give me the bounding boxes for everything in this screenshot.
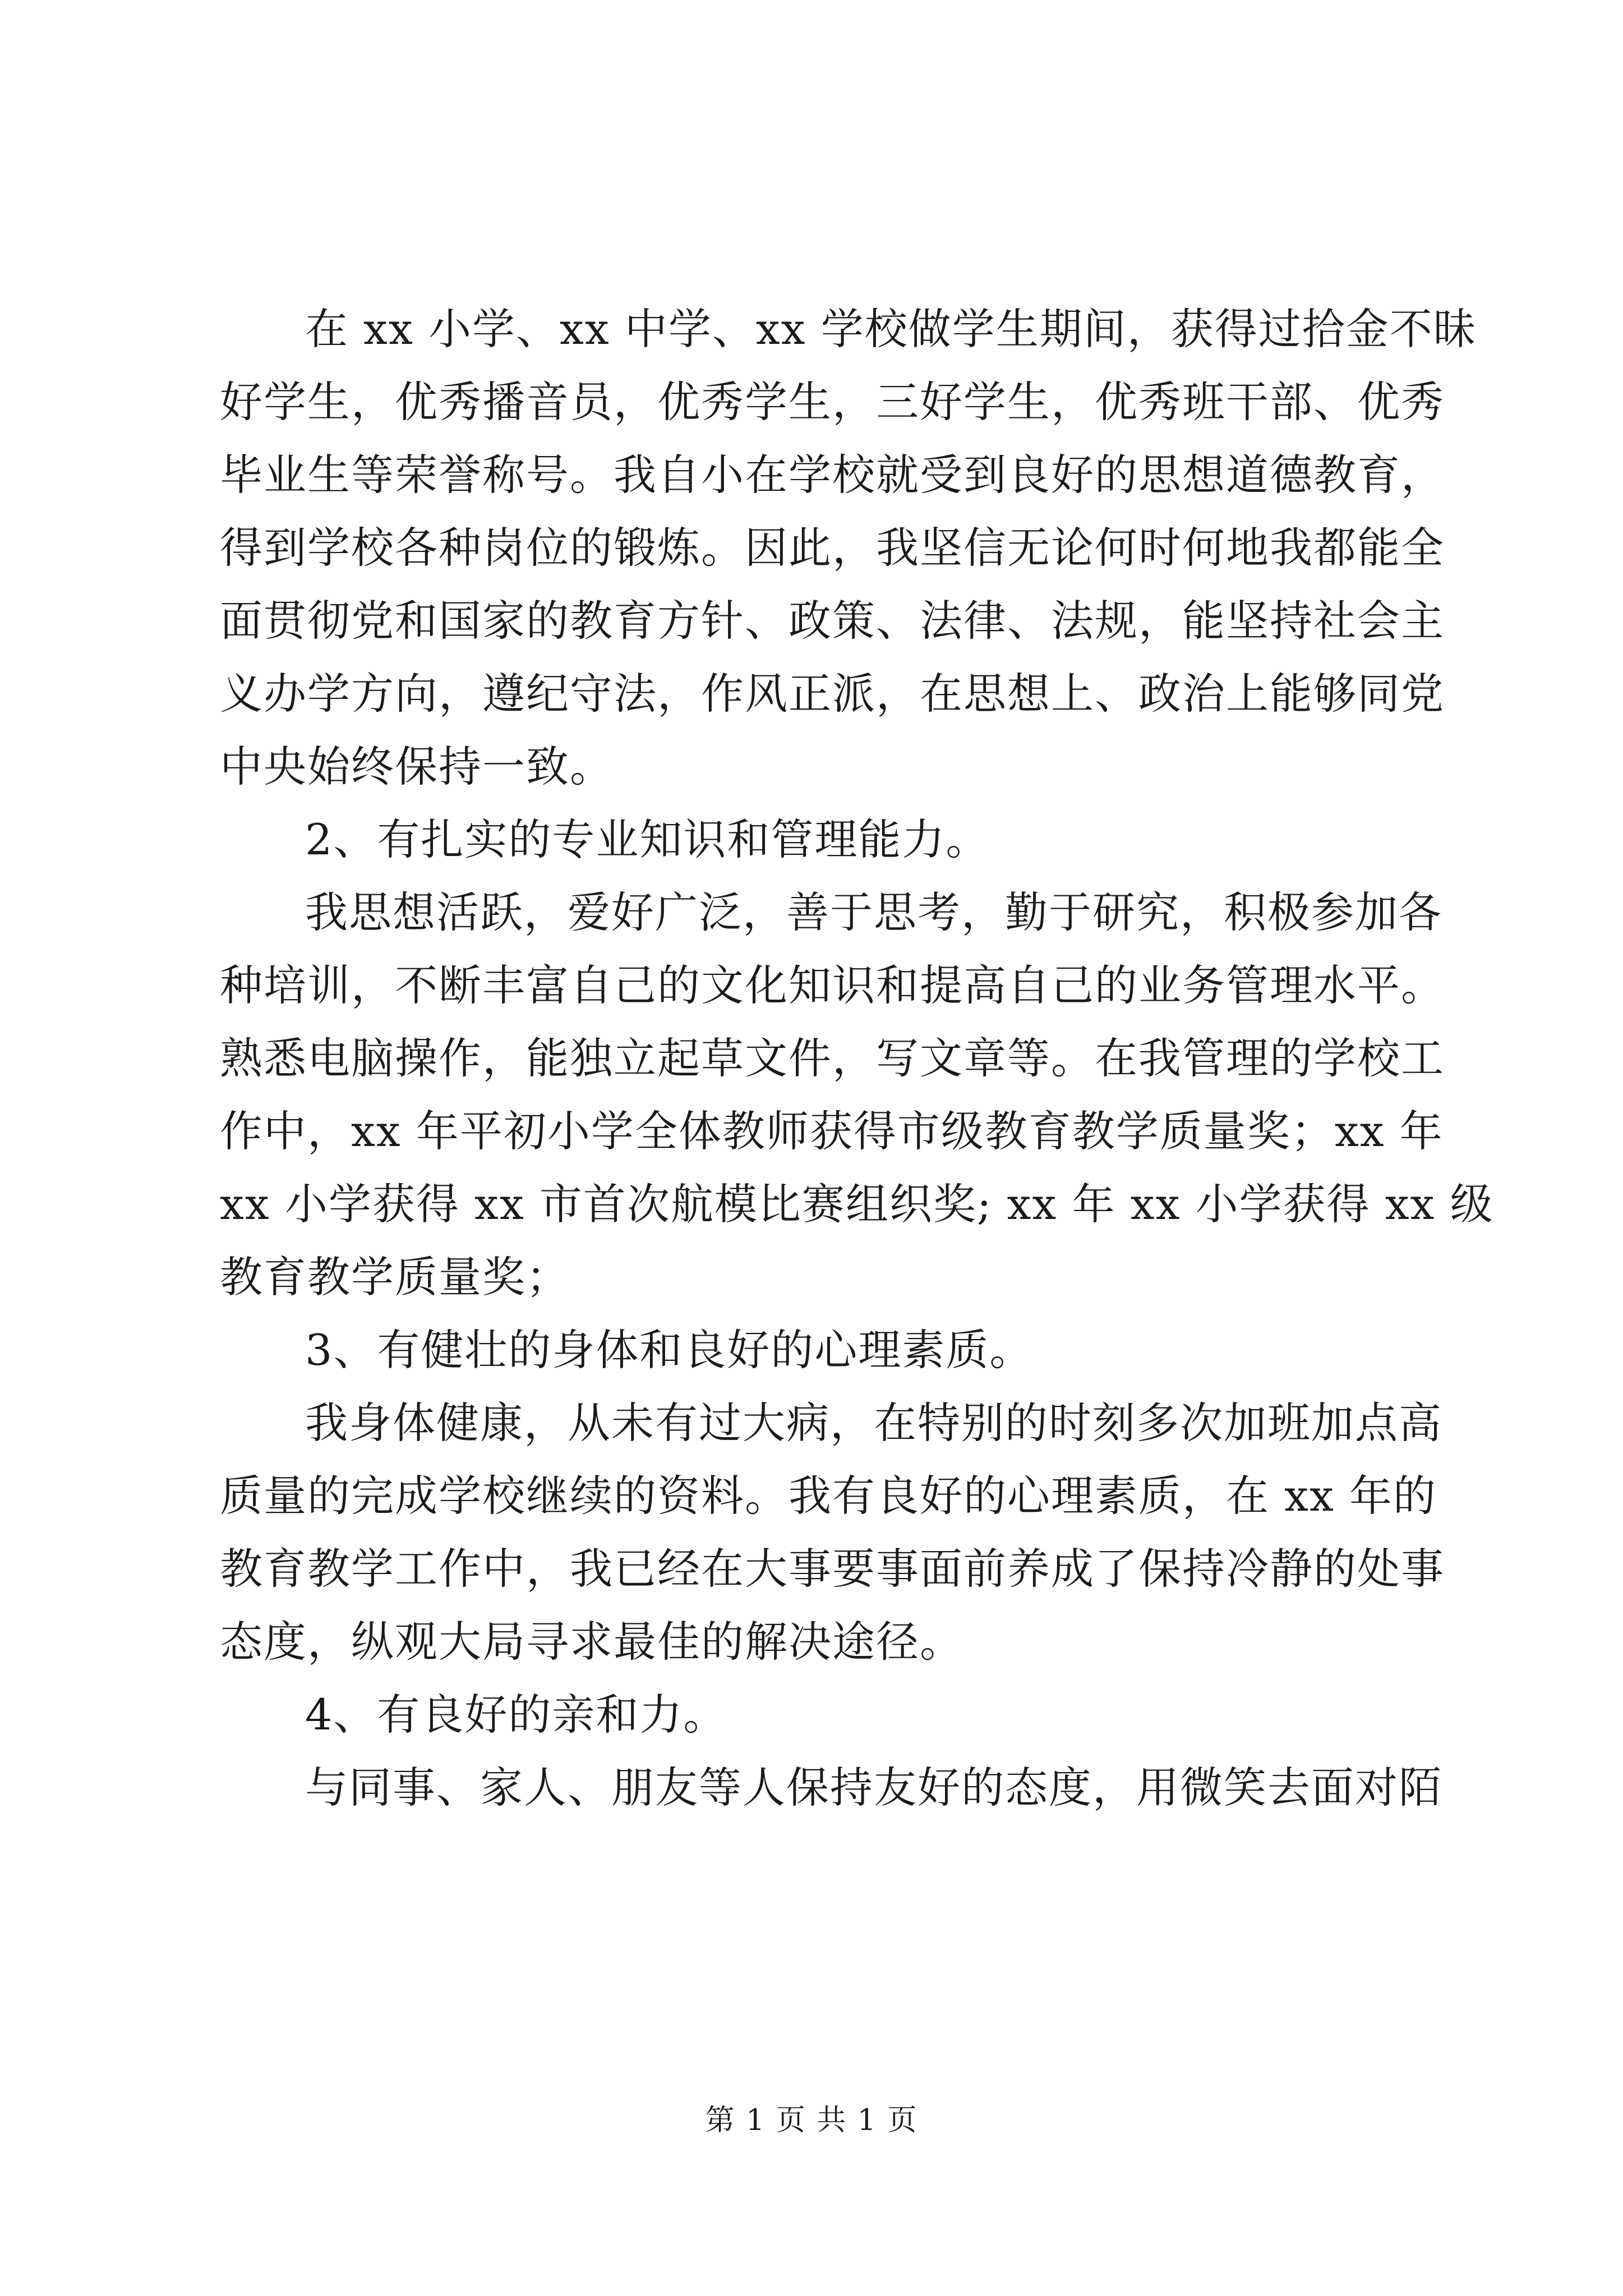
text-line: 教育教学质量奖；	[220, 1252, 570, 1302]
text-line: 面贯彻党和国家的教育方针、政策、法律、法规，能坚持社会主	[220, 596, 1445, 646]
text-line: 种培训，不断丰富自己的文化知识和提高自己的业务管理水平。	[220, 960, 1445, 1010]
text-line: 作中，xx 年平初小学全体教师获得市级教育教学质量奖；xx 年	[220, 1106, 1444, 1156]
document-body	[220, 293, 1494, 1824]
text-line: 毕业生等荣誉称号。我自小在学校就受到良好的思想道德教育，	[220, 450, 1445, 500]
text-line: 在 xx 小学、xx 中学、xx 学校做学生期间，获得过拾金不昧	[305, 304, 1477, 354]
text-line: 得到学校各种岗位的锻炼。因此，我坚信无论何时何地我都能全	[220, 523, 1445, 573]
text-line: 3、有健壮的身体和良好的心理素质。	[305, 1325, 1034, 1375]
text-line: 态度，纵观大局寻求最佳的解决途径。	[220, 1617, 963, 1667]
text-line: 2、有扎实的专业知识和管理能力。	[305, 815, 990, 864]
text-line: 义办学方向，遵纪守法，作风正派，在思想上、政治上能够同党	[220, 669, 1445, 719]
text-line: 好学生，优秀播音员，优秀学生，三好学生，优秀班干部、优秀	[220, 377, 1445, 427]
page-footer: 第 1 页 共 1 页	[705, 2104, 918, 2137]
text-line: 中央始终保持一致。	[220, 742, 614, 792]
text-line: 我身体健康，从未有过大病，在特别的时刻多次加班加点高	[305, 1398, 1442, 1448]
text-line: 4、有良好的亲和力。	[305, 1690, 727, 1740]
text-line: 教育教学工作中，我已经在大事要事面前养成了保持冷静的处事	[220, 1544, 1445, 1594]
text-line: 我思想活跃，爱好广泛，善于思考，勤于研究，积极参加各	[305, 887, 1442, 937]
text-line: 熟悉电脑操作，能独立起草文件，写文章等。在我管理的学校工	[220, 1033, 1445, 1083]
text-line: xx 小学获得 xx 市首次航模比赛组织奖; xx 年 xx 小学获得 xx 级	[220, 1179, 1494, 1229]
text-line: 与同事、家人、朋友等人保持友好的态度，用微笑去面对陌	[305, 1763, 1442, 1812]
text-line: 质量的完成学校继续的资料。我有良好的心理素质，在 xx 年的	[220, 1471, 1437, 1521]
